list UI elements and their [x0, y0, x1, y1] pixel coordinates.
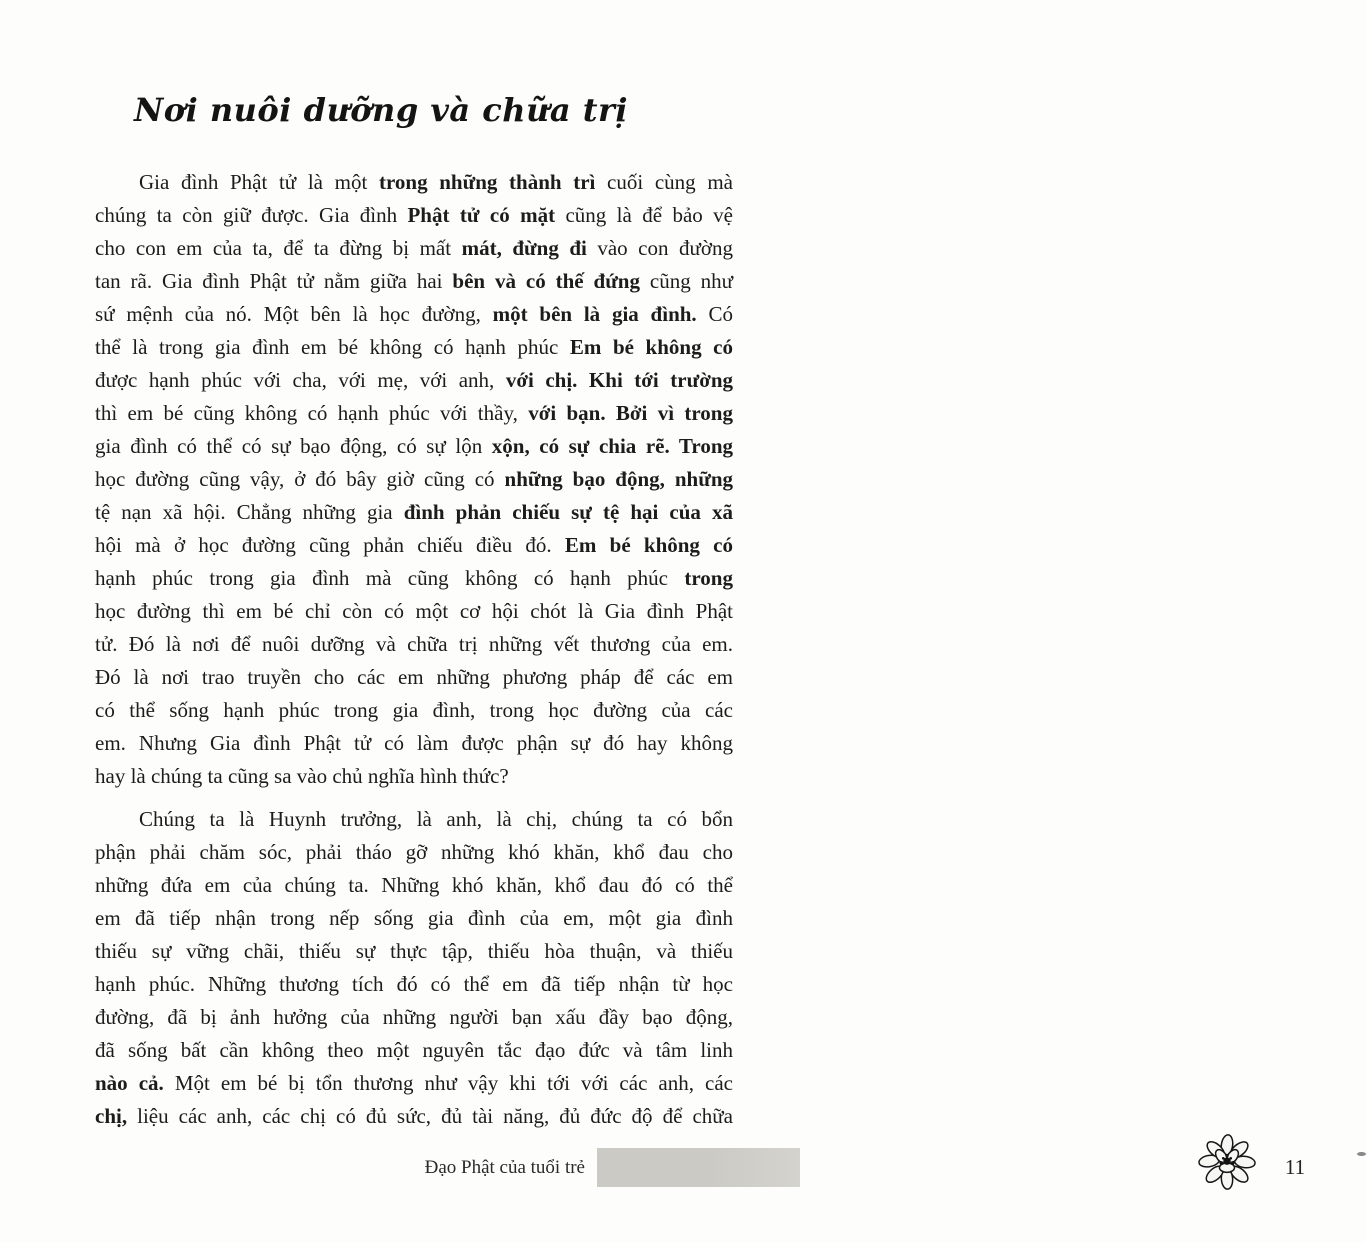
text-line: có thể sống hạnh phúc trong gia đình, trong học đường của các	[95, 698, 733, 722]
text-line: sứ mệnh của nó. Một bên là học đường, một bên là gia đình. Có	[95, 302, 733, 326]
text-line: những đứa em của chúng ta. Những khó khăn, khổ đau đó có thể	[95, 873, 733, 897]
text-line: nào cả. Một em bé bị tổn thương như vậy khi tới với các anh, các	[95, 1071, 733, 1095]
text-line: tệ nạn xã hội. Chẳng những gia đình phản chiếu sự tệ hại của xã	[95, 500, 733, 524]
paragraph	[95, 803, 733, 1133]
text-line: học đường thì em bé chỉ còn có một cơ hội chót là Gia đình Phật	[95, 599, 733, 623]
scan-speck	[1357, 1152, 1366, 1156]
text-line: hạnh phúc. Những thương tích đó có thể em đã tiếp nhận từ học	[95, 972, 733, 996]
text-line: đường, đã bị ảnh hưởng của những người bạn xấu đầy bạo động,	[95, 1005, 733, 1029]
text-line: phận phải chăm sóc, phải tháo gỡ những khó khăn, khổ đau cho	[95, 840, 733, 864]
text-line: thiếu sự vững chãi, thiếu sự thực tập, thiếu hòa thuận, và thiếu	[95, 939, 733, 963]
text-line: hay là chúng ta cũng sa vào chủ nghĩa hình thức?	[95, 764, 509, 788]
text-line: Chúng ta là Huynh trưởng, là anh, là chị, chúng ta có bổn	[139, 807, 733, 831]
text-line: thì em bé cũng không có hạnh phúc với thầy, với bạn. Bởi vì trong	[95, 401, 733, 425]
text-line: đã sống bất cần không theo một nguyên tắc đạo đức và tâm linh	[95, 1038, 733, 1062]
page-footer	[0, 1148, 1306, 1187]
text-line: cho con em của ta, để ta đừng bị mất mát, đừng đi vào con đường	[95, 236, 733, 260]
text-line: học đường cũng vậy, ở đó bây giờ cũng có những bạo động, những	[95, 467, 734, 491]
chapter-title: Nơi nuôi dưỡng và chữa trị	[134, 91, 628, 129]
lotus-flower-icon	[1196, 1132, 1258, 1192]
text-line: thể là trong gia đình em bé không có hạnh phúc Em bé không có	[95, 335, 733, 359]
text-line: hội mà ở học đường cũng phản chiếu điều đó. Em bé không có	[95, 533, 733, 557]
running-title: Đạo Phật của tuổi trẻ	[424, 1157, 585, 1178]
text-line: em đã tiếp nhận trong nếp sống gia đình của em, một gia đình	[95, 906, 733, 930]
text-line: Gia đình Phật tử là một trong những thành trì cuối cùng mà	[139, 170, 733, 194]
text-line: Đó là nơi trao truyền cho các em những phương pháp để các em	[95, 665, 733, 689]
footer-band	[597, 1148, 1306, 1187]
text-line: chị, liệu các anh, các chị có đủ sức, đủ tài năng, đủ đức độ để chữa	[95, 1104, 733, 1128]
paragraph	[95, 166, 733, 793]
text-line: gia đình có thể có sự bạo động, có sự lộn xộn, có sự chia rẽ. Trong	[95, 434, 733, 458]
body-text	[95, 166, 733, 1143]
text-line: chúng ta còn giữ được. Gia đình Phật tử có mặt cũng là để bảo vệ	[95, 203, 733, 227]
text-line: em. Nhưng Gia đình Phật tử có làm được phận sự đó hay không	[95, 731, 733, 755]
text-line: tan rã. Gia đình Phật tử nằm giữa hai bên và có thế đứng cũng như	[95, 269, 733, 293]
text-line: được hạnh phúc với cha, với mẹ, với anh, với chị. Khi tới trường	[95, 368, 734, 392]
text-line: tử. Đó là nơi để nuôi dưỡng và chữa trị những vết thương của em.	[95, 632, 733, 656]
page-number: 11	[1284, 1155, 1306, 1179]
text-line: hạnh phúc trong gia đình mà cũng không có hạnh phúc trong	[95, 566, 733, 590]
